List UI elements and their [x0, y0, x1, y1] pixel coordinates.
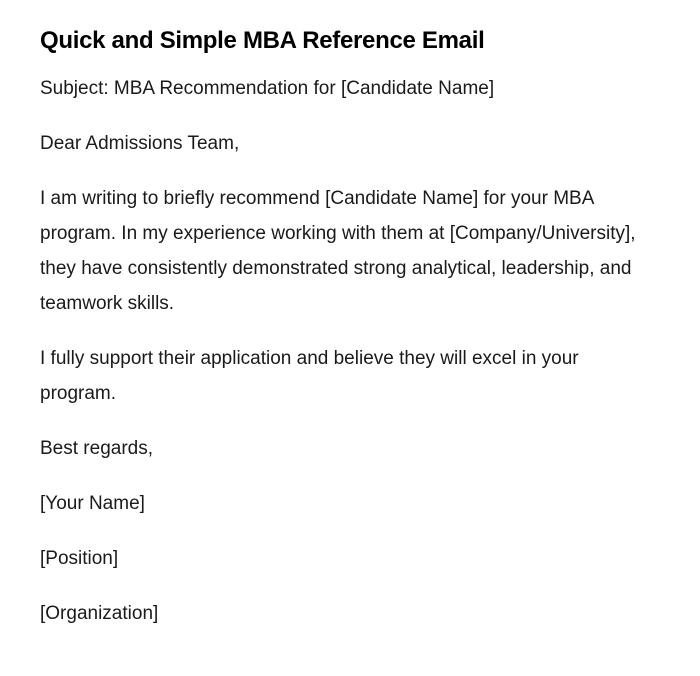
- signature-name: [Your Name]: [40, 493, 145, 514]
- email-subject: Subject: MBA Recommendation for [Candidate Name]: [40, 78, 495, 99]
- email-document: [40, 24, 640, 651]
- email-body-paragraph-1: I am writing to briefly recommend [Candidate Name] for your MBA program. In my experience working with them at [Company/University], they have consistently demonstrated strong analytical, leadership, and teamwork skills.: [40, 188, 636, 314]
- email-closing: Best regards,: [40, 438, 153, 459]
- email-greeting: Dear Admissions Team,: [40, 133, 240, 154]
- signature-position: [Position]: [40, 548, 119, 569]
- document-title: Quick and Simple MBA Reference Email: [40, 27, 485, 54]
- email-body-paragraph-2: I fully support their application and believe they will excel in your program.: [40, 348, 579, 404]
- signature-organization: [Organization]: [40, 603, 159, 624]
